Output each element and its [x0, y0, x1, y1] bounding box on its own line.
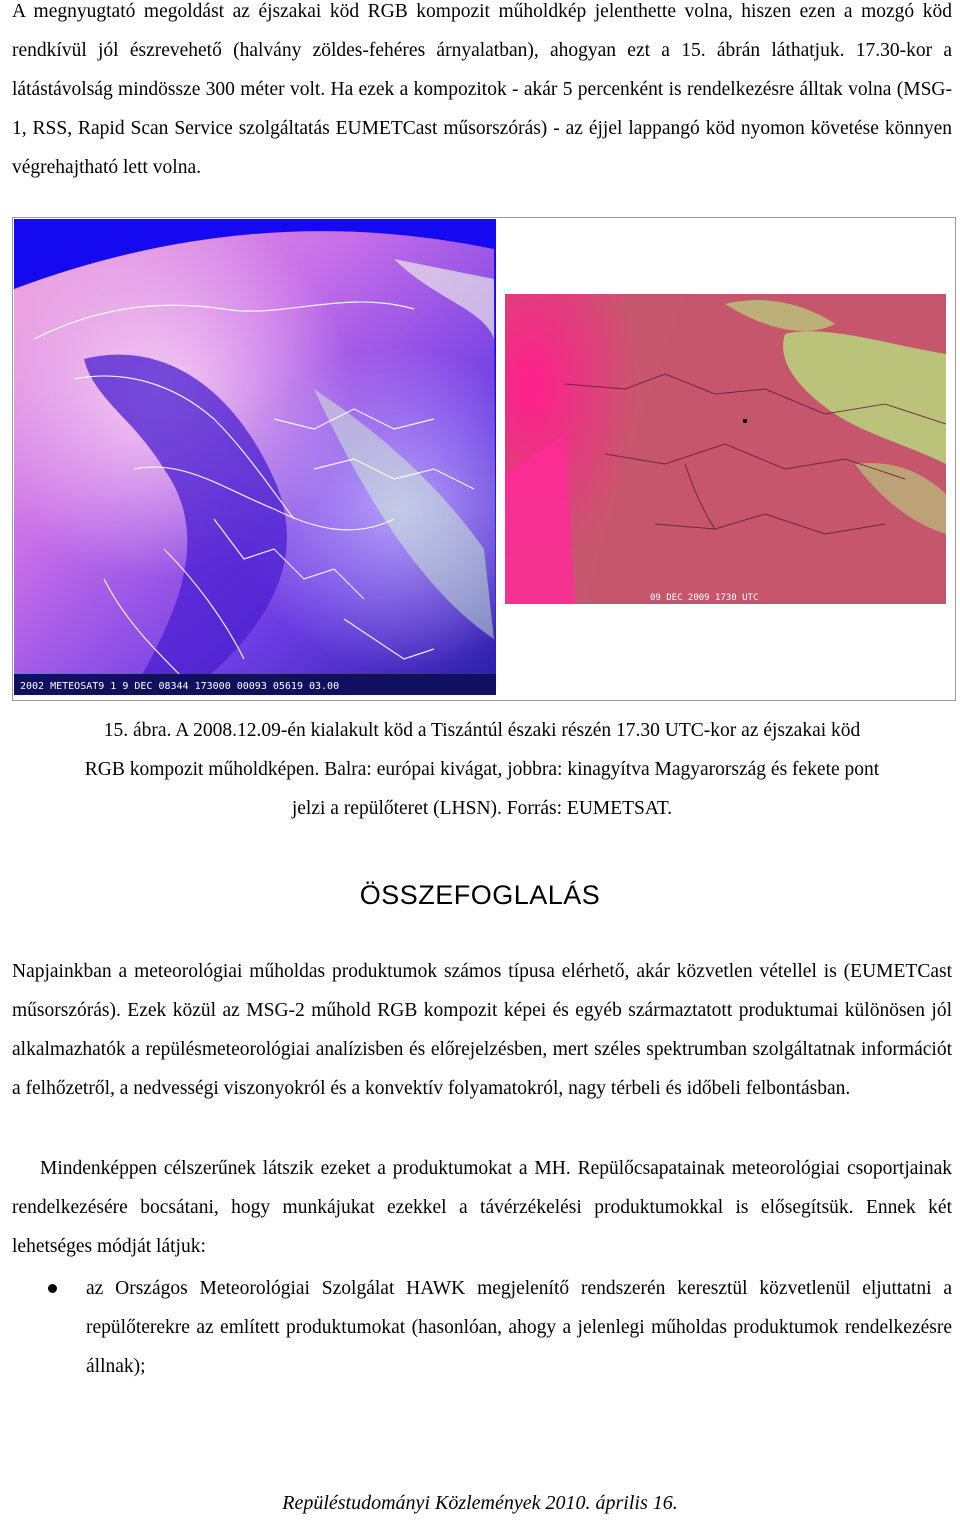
intro-paragraph: A megnyugtató megoldást az éjszakai köd RGB kompozit műholdkép jelenthette volna, hiszen ezen a mozgó köd rendkívül jól észrevehető (halvány zöldes-fehéres árnyalatban), ahogyan ezt a 15. ábrán láthatjuk. 17.30-kor a látástávolság mindössze 300 méter volt. Ha ezek a kompozitok - akár 5 percenként is rendelkezésre álltak volna (MSG-1, RSS, Rapid Scan Service szolgáltatás EUMETCast műsorszórás) - az éjjel lappangó köd nyomon követése könnyen végrehajtható lett volna.: [12, 1, 952, 178]
figure-15: [12, 217, 956, 701]
bullet-item: az Országos Meteorológiai Szolgálat HAWK megjelenítő rendszerén keresztül közvetlenül eljuttatni a repülőterekre az említett produktumokat (hasonlóan, ahogy a jelenlegi műholdas produktumok rendelkezésre állnak);: [86, 1278, 952, 1377]
left-image-label: 2002 METEOSAT9 1 9 DEC 08344 173000 00093 05619 03.00: [20, 681, 340, 692]
summary-paragraph-1: Napjainkban a meteorológiai műholdas produktumok számos típusa elérhető, akár közvetlen vétellel is (EUMETCast műsorszórás). Ezek közül az MSG-2 műhold RGB kompozit képei és egyéb származtatott produktumai különösen jól alkalmazhatók a repülésmeteorológiai analízisben és előrejelzésben, mert széles spektrumban szolgáltatnak információt a felhőzetről, a nedvességi viszonyokról és a konvektív folyamatokról, nagy térbeli és időbeli felbontásban.: [12, 961, 952, 1099]
right-image-label: 09 DEC 2009 1730 UTC: [650, 593, 759, 603]
bullet-icon: [48, 1284, 57, 1293]
europe-satellite-image: [14, 219, 496, 695]
caption-line-2: RGB kompozit műholdképen. Balra: európai kivágat, jobbra: kinagyítva Magyarország és fekete pont: [84, 759, 880, 780]
section-heading: ÖSSZEFOGLALÁS: [359, 880, 601, 910]
figure-caption: [12, 711, 952, 828]
page-footer: Repüléstudományi Közlemények 2010. április 16.: [282, 1492, 678, 1514]
summary-paragraph-2: Mindenképpen célszerűnek látszik ezeket a produktumokat a MH. Repülőcsapatainak meteorológiai csoportjainak rendelkezésére bocsátani, hogy munkájukat ezekkel a távérzékelési produktumokkal is elősegítsük. Ennek két lehetséges módját látjuk:: [12, 1158, 952, 1257]
caption-line-1: 15. ábra. A 2008.12.09-én kialakult köd a Tiszántúl északi részén 17.30 UTC-kor az éjszakai köd: [103, 720, 861, 741]
caption-line-3: jelzi a repülőteret (LHSN). Forrás: EUMETSAT.: [291, 798, 673, 819]
hungary-satellite-image: [505, 294, 946, 604]
